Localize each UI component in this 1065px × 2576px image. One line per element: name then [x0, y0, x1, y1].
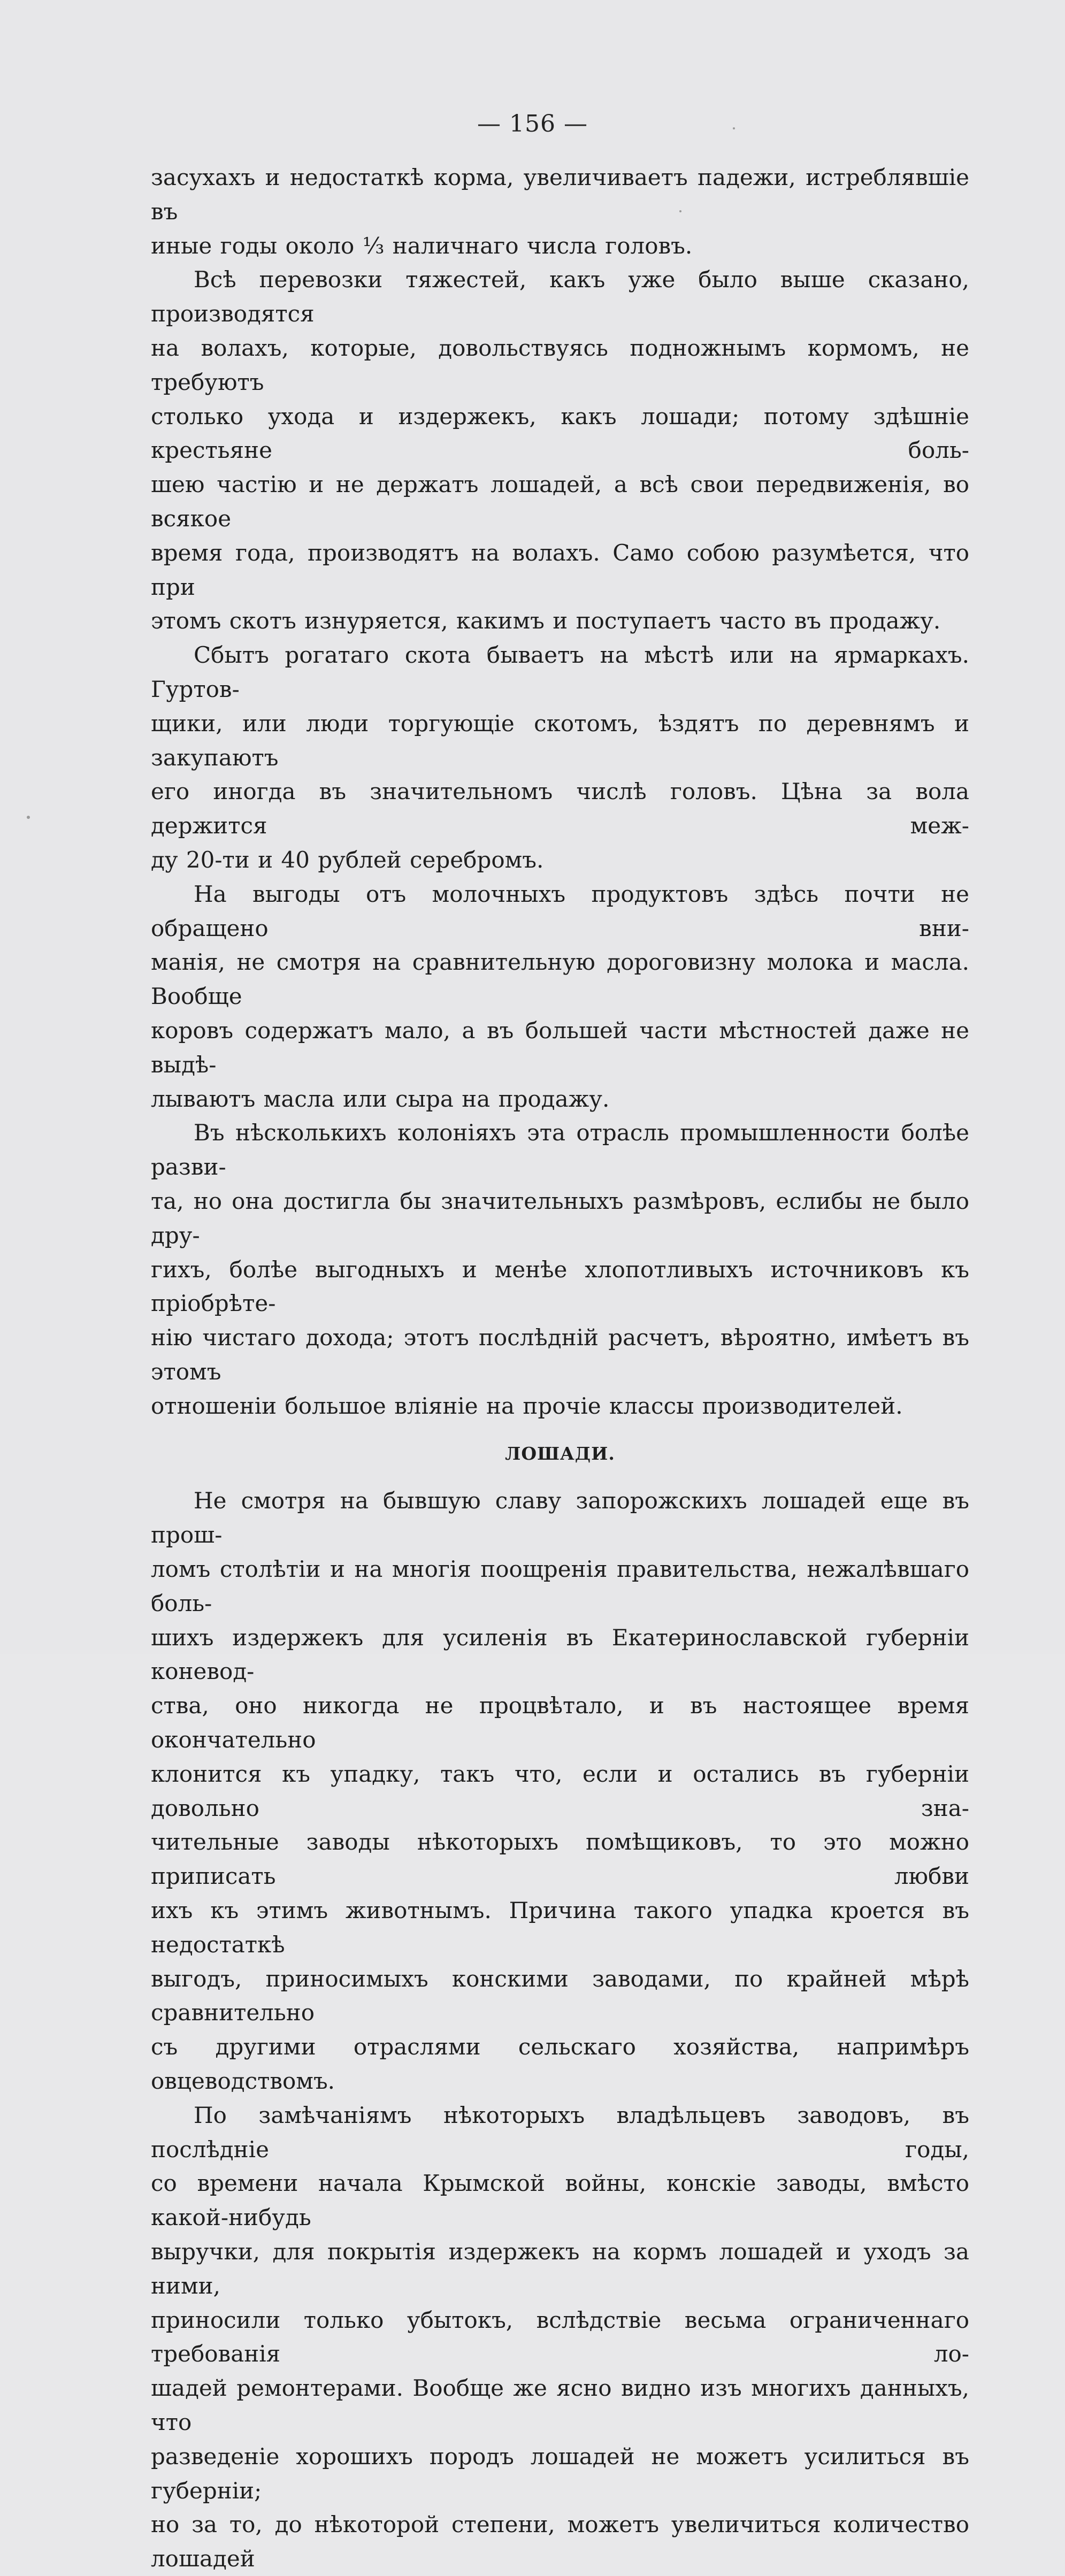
text-line: По замѣчаніямъ нѣкоторыхъ владѣльцевъ заводовъ, въ послѣдніе годы, — [151, 2102, 969, 2163]
text-line: этомъ скотъ изнуряется, какимъ и поступаетъ часто въ продажу. — [151, 608, 941, 634]
page-number: — 156 — — [477, 110, 588, 137]
paper-speck — [27, 816, 30, 819]
text-line: но за то, до нѣкоторой степени, можетъ увеличиться количество лошадей — [151, 2511, 969, 2572]
paragraph — [151, 263, 969, 638]
text-line: со времени начала Крымской войны, конскіе заводы, вмѣсто какой-нибудь — [151, 2170, 969, 2231]
section-heading: ЛОШАДИ. — [505, 1443, 615, 1465]
text-line: выручки, для покрытія издержекъ на кормъ лошадей и уходъ за ними, — [151, 2238, 969, 2299]
text-line: шихъ издержекъ для усиленія въ Екатеринославской губерніи коневод- — [151, 1624, 969, 1685]
text-line: шадей ремонтерами. Вообще же ясно видно изъ многихъ данныхъ, что — [151, 2375, 969, 2435]
text-line: та, но она достигла бы значительныхъ размѣровъ, еслибы не было дру- — [151, 1187, 969, 1248]
text-line: ду 20-ти и 40 рублей серебромъ. — [151, 846, 544, 873]
text-line: клонится къ упадку, такъ что, если и остались въ губерніи довольно зна- — [151, 1760, 969, 1821]
text-line: шею частію и не держатъ лошадей, а всѣ свои передвиженія, во всякое — [151, 471, 969, 532]
text-line: иные годы около ⅓ наличнаго числа головъ. — [151, 232, 693, 259]
text-line: съ другими отраслями сельскаго хозяйства, напримѣръ овцеводствомъ. — [151, 2034, 969, 2095]
text-line: манія, не смотря на сравнительную дороговизну молока и масла. Вообще — [151, 949, 969, 1010]
text-line: его иногда въ значительномъ числѣ головъ. Цѣна за вола держится меж- — [151, 778, 969, 839]
paragraph — [151, 2098, 969, 2576]
paragraph — [151, 638, 969, 877]
paragraph — [151, 1484, 969, 2098]
text-line: Въ нѣсколькихъ колоніяхъ эта отрасль промышленности болѣе разви- — [151, 1120, 969, 1180]
text-line: гихъ, болѣе выгодныхъ и менѣе хлопотливыхъ источниковъ къ пріобрѣте- — [151, 1256, 969, 1317]
text-line: ихъ къ этимъ животнымъ. Причина такого упадка кроется въ недостаткѣ — [151, 1897, 969, 1958]
text-line: время года, производятъ на волахъ. Само собою разумѣется, что при — [151, 539, 969, 600]
text-line: приносили только убытокъ, вслѣдствіе весьма ограниченнаго требованія ло- — [151, 2306, 969, 2367]
paragraph — [151, 877, 969, 1116]
text-line: лываютъ масла или сыра на продажу. — [151, 1085, 610, 1112]
body-text — [151, 160, 969, 2576]
text-line: На выгоды отъ молочныхъ продуктовъ здѣсь почти не обращено вни- — [151, 880, 969, 941]
text-line: на волахъ, которые, довольствуясь подножнымъ кормомъ, не требуютъ — [151, 334, 969, 395]
text-line: разведеніе хорошихъ породъ лошадей не можетъ усилиться въ губерніи; — [151, 2443, 969, 2504]
paragraph — [151, 1116, 969, 1423]
text-line: Сбытъ рогатаго скота бываетъ на мѣстѣ или на ярмаркахъ. Гуртов- — [151, 642, 969, 702]
text-line: щики, или люди торгующіе скотомъ, ѣздятъ по деревнямъ и закупаютъ — [151, 710, 969, 771]
text-line: чительные заводы нѣкоторыхъ помѣщиковъ, то это можно приписать любви — [151, 1829, 969, 1890]
text-line: отношеніи большое вліяніе на прочіе классы производителей. — [151, 1392, 903, 1419]
text-line: ломъ столѣтіи и на многія поощренія правительства, нежалѣвшаго боль- — [151, 1556, 969, 1616]
text-line: ства, оно никогда не процвѣтало, и въ настоящее время окончательно — [151, 1692, 969, 1753]
text-line: засухахъ и недостаткѣ корма, увеличиваетъ падежи, истреблявшіе въ — [151, 164, 969, 225]
text-line: коровъ содержатъ мало, а въ большей части мѣстностей даже не выдѣ- — [151, 1017, 969, 1078]
text-line: столько ухода и издержекъ, какъ лошади; потому здѣшніе крестьяне боль- — [151, 403, 969, 464]
text-line: нію чистаго дохода; этотъ послѣдній расчетъ, вѣроятно, имѣетъ въ этомъ — [151, 1324, 969, 1385]
text-line: Всѣ перевозки тяжестей, какъ уже было выше сказано, производятся — [151, 266, 969, 327]
text-line: выгодъ, приносимыхъ конскими заводами, по крайней мѣрѣ сравнительно — [151, 1965, 969, 2026]
text-line: Не смотря на бывшую славу запорожскихъ лошадей еще въ прош- — [151, 1488, 969, 1548]
paragraph — [151, 160, 969, 263]
